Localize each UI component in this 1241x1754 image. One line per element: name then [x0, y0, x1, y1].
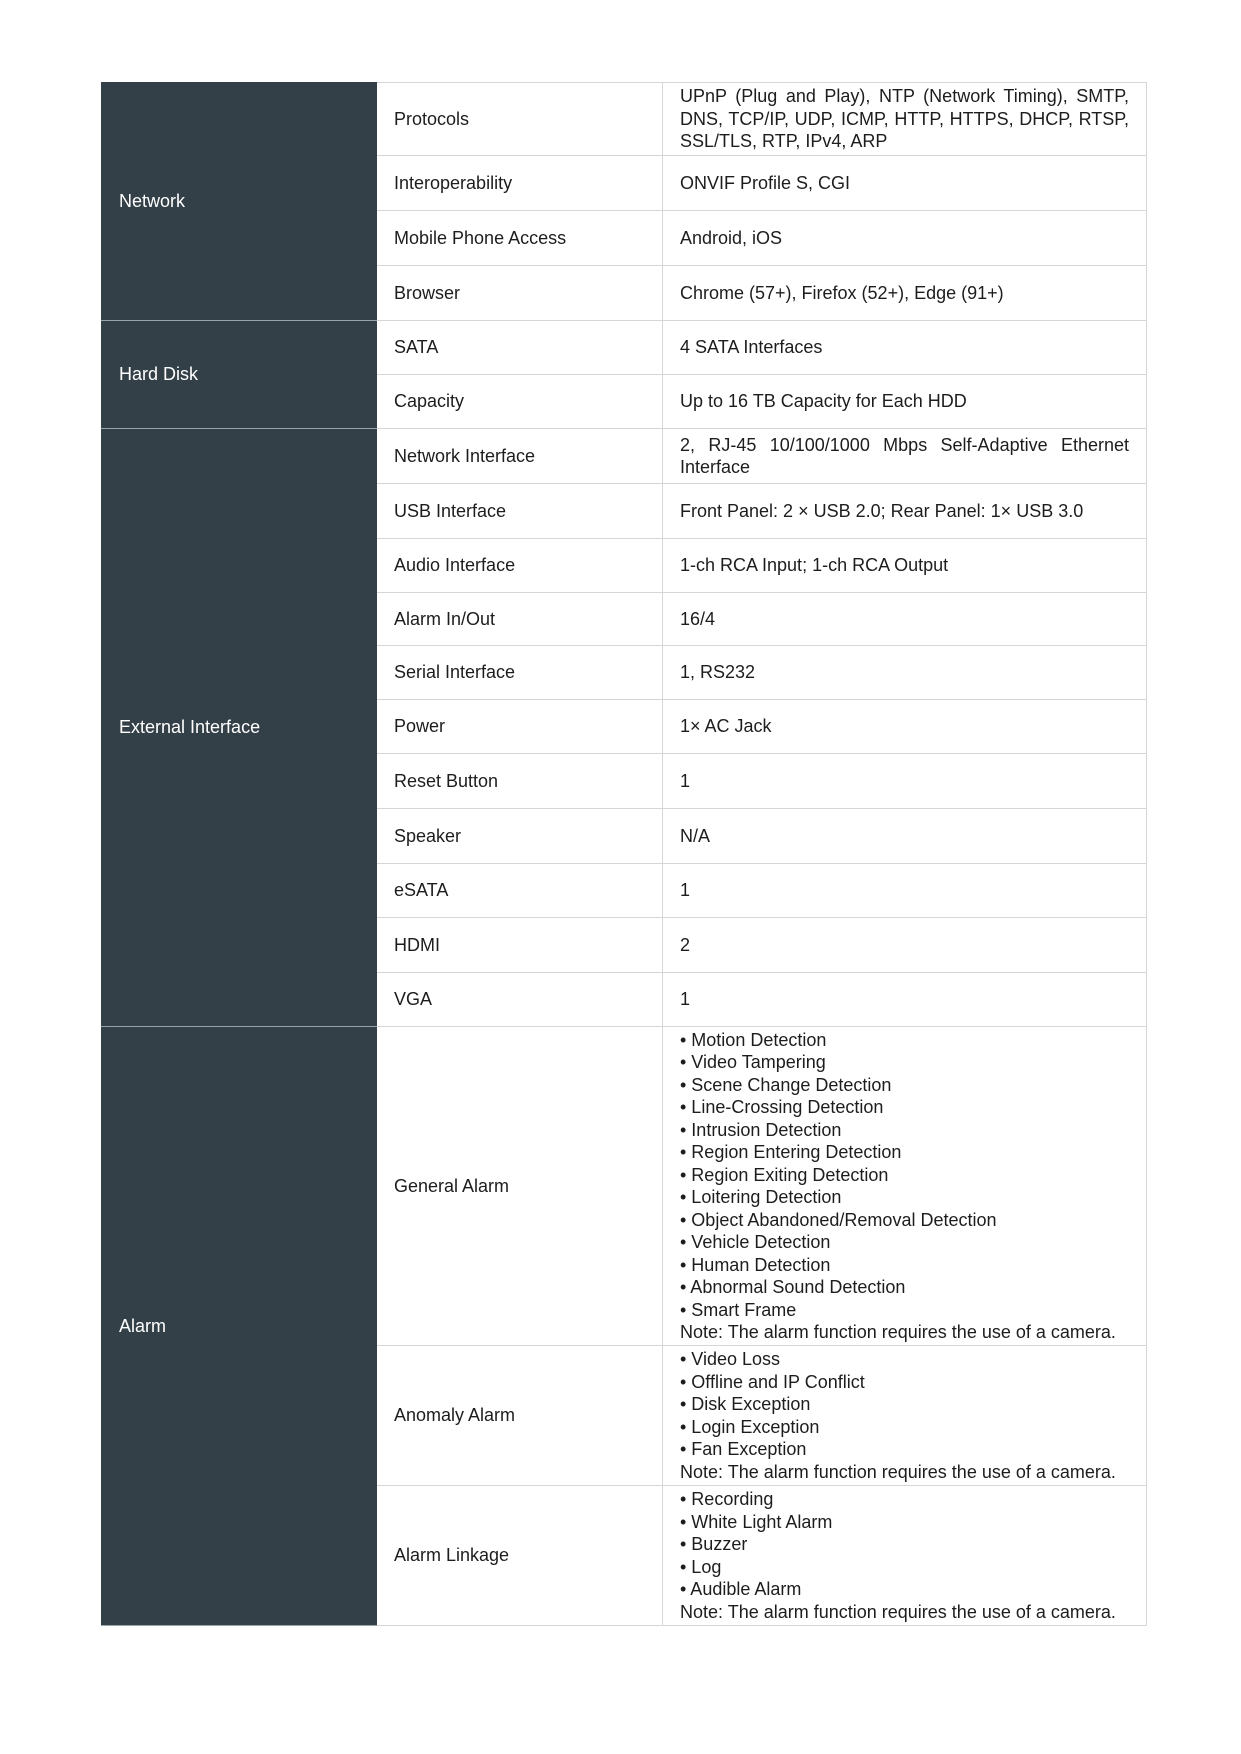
property-value: 16/4 — [663, 593, 1147, 646]
property-value: 1, RS232 — [663, 646, 1147, 700]
property-label: Speaker — [377, 809, 663, 864]
property-label: Protocols — [377, 83, 663, 156]
bullet-list — [680, 1029, 1129, 1322]
property-label: Capacity — [377, 375, 663, 429]
list-item: • Scene Change Detection — [680, 1074, 892, 1095]
bullet-list — [680, 1348, 1129, 1461]
alarm-note: Note: The alarm function requires the use of a camera. — [680, 1601, 1116, 1622]
property-label: Power — [377, 700, 663, 754]
property-label: SATA — [377, 321, 663, 375]
alarm-note: Note: The alarm function requires the use of a camera. — [680, 1461, 1116, 1482]
list-item: • Human Detection — [680, 1254, 831, 1275]
property-value: Chrome (57+), Firefox (52+), Edge (91+) — [663, 266, 1147, 321]
property-label: Audio Interface — [377, 539, 663, 593]
property-value: Up to 16 TB Capacity for Each HDD — [663, 375, 1147, 429]
category-external-interface: External Interface — [102, 429, 377, 1027]
table-row — [102, 1027, 1147, 1346]
list-item: • Smart Frame — [680, 1299, 797, 1320]
property-label: General Alarm — [377, 1027, 663, 1346]
list-item: • Line-Crossing Detection — [680, 1097, 884, 1117]
list-item: • Region Exiting Detection — [680, 1164, 889, 1185]
list-item: • Video Tampering — [680, 1052, 826, 1072]
property-value: 2 — [663, 918, 1147, 973]
list-item: • Motion Detection — [680, 1029, 827, 1050]
property-value: 4 SATA Interfaces — [663, 321, 1147, 375]
list-item: • Abnormal Sound Detection — [680, 1277, 906, 1297]
property-label: Mobile Phone Access — [377, 211, 663, 266]
spec-table — [101, 82, 1147, 1626]
property-value — [663, 1486, 1147, 1626]
list-item: • Audible Alarm — [680, 1579, 802, 1599]
property-label: Network Interface — [377, 429, 663, 484]
list-item: • Log — [680, 1556, 722, 1577]
property-value: Android, iOS — [663, 211, 1147, 266]
bullet-list — [680, 1488, 1129, 1601]
property-value: Front Panel: 2 × USB 2.0; Rear Panel: 1× USB 3.0 — [663, 484, 1147, 539]
list-item: • Video Loss — [680, 1349, 781, 1369]
property-label: Alarm Linkage — [377, 1486, 663, 1626]
table-row — [102, 83, 1147, 156]
property-value: ONVIF Profile S, CGI — [663, 156, 1147, 211]
property-label: Anomaly Alarm — [377, 1346, 663, 1486]
list-item: • Fan Exception — [680, 1439, 807, 1459]
list-item: • Loitering Detection — [680, 1187, 842, 1207]
property-value — [663, 1027, 1147, 1346]
property-label: HDMI — [377, 918, 663, 973]
list-item: • Offline and IP Conflict — [680, 1371, 865, 1392]
category-hard-disk: Hard Disk — [102, 321, 377, 429]
list-item: • Intrusion Detection — [680, 1119, 842, 1140]
category-network: Network — [102, 83, 377, 321]
property-value: 1-ch RCA Input; 1-ch RCA Output — [663, 539, 1147, 593]
list-item: • Region Entering Detection — [680, 1142, 902, 1162]
property-value: 1 — [663, 864, 1147, 918]
property-label: eSATA — [377, 864, 663, 918]
property-label: USB Interface — [377, 484, 663, 539]
property-label: VGA — [377, 973, 663, 1027]
property-value: UPnP (Plug and Play), NTP (Network Timing), SMTP, DNS, TCP/IP, UDP, ICMP, HTTP, HTTPS, DHCP, RTSP, SSL/TLS, RTP, IPv4, ARP — [663, 83, 1147, 156]
table-row — [102, 321, 1147, 375]
list-item: • Vehicle Detection — [680, 1232, 831, 1252]
property-label: Interoperability — [377, 156, 663, 211]
property-value: 2, RJ-45 10/100/1000 Mbps Self-Adaptive Ethernet Interface — [663, 429, 1147, 484]
list-item: • Recording — [680, 1489, 774, 1509]
property-value: 1 — [663, 754, 1147, 809]
list-item: • White Light Alarm — [680, 1511, 833, 1532]
table-row — [102, 429, 1147, 484]
property-label: Reset Button — [377, 754, 663, 809]
property-label: Alarm In/Out — [377, 593, 663, 646]
property-label: Serial Interface — [377, 646, 663, 700]
property-label: Browser — [377, 266, 663, 321]
list-item: • Object Abandoned/Removal Detection — [680, 1209, 997, 1230]
list-item: • Login Exception — [680, 1416, 820, 1437]
category-alarm: Alarm — [102, 1027, 377, 1626]
alarm-note: Note: The alarm function requires the use of a camera. — [680, 1322, 1116, 1342]
list-item: • Buzzer — [680, 1534, 748, 1554]
property-value: 1× AC Jack — [663, 700, 1147, 754]
property-value: 1 — [663, 973, 1147, 1027]
property-value: N/A — [663, 809, 1147, 864]
property-value — [663, 1346, 1147, 1486]
list-item: • Disk Exception — [680, 1394, 811, 1414]
